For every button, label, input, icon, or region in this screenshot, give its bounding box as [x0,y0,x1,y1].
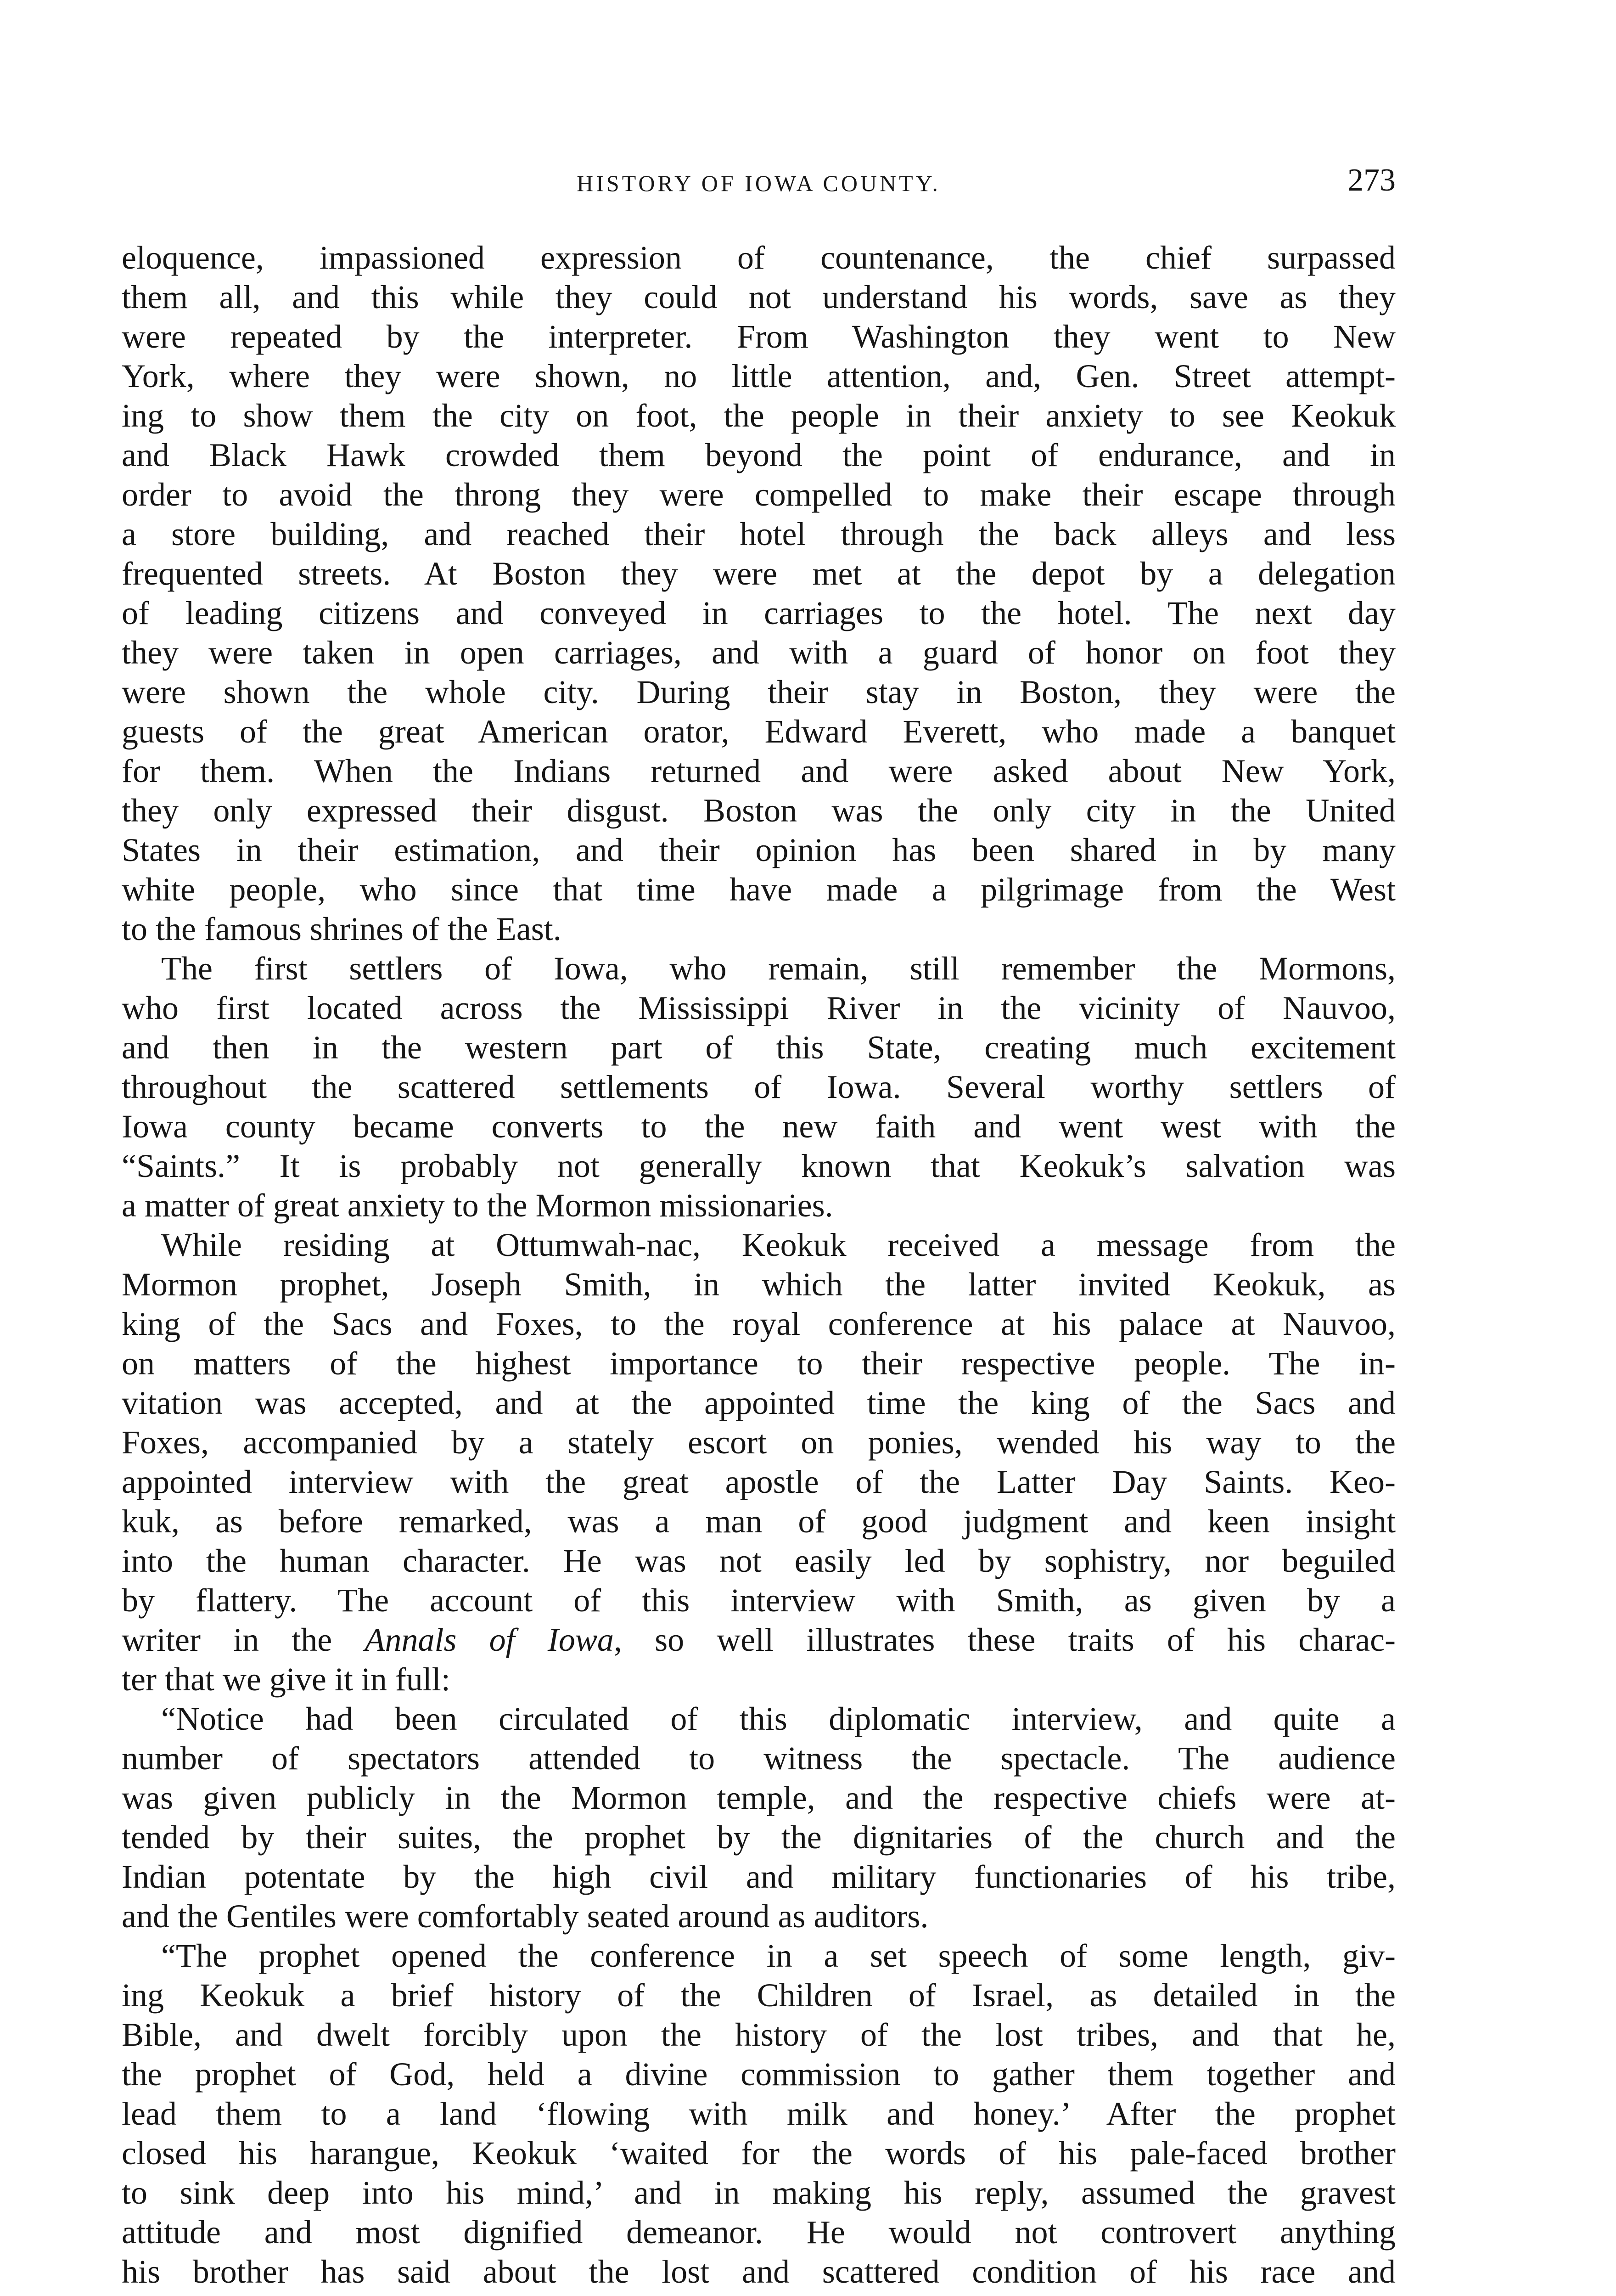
text-line: king of the Sacs and Foxes, to the royal conference at his palace at Nauvoo, [122,1306,1396,1342]
text-line: a matter of great anxiety to the Mormon missionaries. [122,1187,833,1224]
text-line: “Saints.” It is probably not generally known that Keokuk’s salvation was [122,1148,1396,1184]
text-line: a store building, and reached their hotel through the back alleys and less [122,516,1396,552]
text-line: the prophet of God, held a divine commission to gather them together and [122,2056,1396,2093]
text-line: vitation was accepted, and at the appointed time the king of the Sacs and [122,1384,1396,1421]
text-segment: so well illustrates these traits of his charac- [655,1621,1396,1658]
text-line: white people, who since that time have made a pilgrimage from the West [122,871,1396,908]
italic-citation: Annals of Iowa, [365,1621,622,1658]
text-line: Iowa county became converts to the new faith and went west with the [122,1108,1396,1145]
text-line: The first settlers of Iowa, who remain, still remember the Mormons, [161,950,1396,987]
text-line: and the Gentiles were comfortably seated around as auditors. [122,1898,929,1935]
text-line: and Black Hawk crowded them beyond the point of endurance, and in [122,437,1396,473]
body-text [122,238,1396,2291]
running-title: HISTORY OF IOWA COUNTY. [577,170,941,196]
text-line: eloquence, impassioned expression of countenance, the chief surpassed [122,239,1396,276]
text-line: lead them to a land ‘flowing with milk and honey.’ After the prophet [122,2095,1396,2132]
text-line: they were taken in open carriages, and with a guard of honor on foot they [122,634,1396,671]
text-line: was given publicly in the Mormon temple, and the respective chiefs were at- [122,1779,1396,1816]
text-line-with-citation [122,1620,1396,1660]
text-line: his brother has said about the lost and scattered condition of his race and [122,2253,1396,2290]
text-line: “The prophet opened the conference in a set speech of some length, giv- [161,1937,1396,1974]
text-line: for them. When the Indians returned and were asked about New York, [122,753,1396,789]
text-line: by flattery. The account of this interview with Smith, as given by a [122,1582,1396,1619]
text-line: to sink deep into his mind,’ and in making his reply, assumed the gravest [122,2174,1396,2211]
text-line: into the human character. He was not easily led by sophistry, nor beguiled [122,1542,1396,1579]
text-line: frequented streets. At Boston they were met at the depot by a delegation [122,555,1396,592]
page-number: 273 [1347,163,1396,198]
text-line: Indian potentate by the high civil and military functionaries of his tribe, [122,1858,1396,1895]
text-line: kuk, as before remarked, was a man of good judgment and keen insight [122,1503,1396,1540]
text-line: throughout the scattered settlements of Iowa. Several worthy settlers of [122,1069,1396,1105]
text-line: While residing at Ottumwah-nac, Keokuk received a message from the [161,1227,1396,1263]
text-line: number of spectators attended to witness the spectacle. The audience [122,1740,1396,1777]
running-head [122,162,1396,203]
text-line: appointed interview with the great apostle of the Latter Day Saints. Keo- [122,1463,1396,1500]
text-line: guests of the great American orator, Edward Everett, who made a banquet [122,713,1396,750]
text-line: were shown the whole city. During their stay in Boston, they were the [122,674,1396,710]
text-line: who first located across the Mississippi River in the vicinity of Nauvoo, [122,990,1396,1026]
text-line: on matters of the highest importance to their respective people. The in- [122,1345,1396,1382]
text-line: York, where they were shown, no little attention, and, Gen. Street attempt- [122,358,1396,394]
text-line: closed his harangue, Keokuk ‘waited for the words of his pale-faced brother [122,2135,1396,2172]
text-line: of leading citizens and conveyed in carriages to the hotel. The next day [122,595,1396,631]
text-line: tended by their suites, the prophet by the dignitaries of the church and the [122,1819,1396,1856]
text-segment: writer in the [122,1621,332,1658]
text-line: ing Keokuk a brief history of the Children of Israel, as detailed in the [122,1977,1396,2014]
text-line: Bible, and dwelt forcibly upon the history of the lost tribes, and that he, [122,2016,1396,2053]
text-line: ter that we give it in full: [122,1661,450,1698]
text-line: to the famous shrines of the East. [122,911,561,947]
text-line: they only expressed their disgust. Boston was the only city in the United [122,792,1396,829]
text-line: Foxes, accompanied by a stately escort on ponies, wended his way to the [122,1424,1396,1461]
text-line: ing to show them the city on foot, the people in their anxiety to see Keokuk [122,397,1396,434]
text-line: Mormon prophet, Joseph Smith, in which the latter invited Keokuk, as [122,1266,1396,1303]
text-line: and then in the western part of this State, creating much excitement [122,1029,1396,1066]
text-line: order to avoid the throng they were compelled to make their escape through [122,476,1396,513]
text-line: “Notice had been circulated of this diplomatic interview, and quite a [161,1700,1396,1737]
text-line: them all, and this while they could not understand his words, save as they [122,279,1396,315]
text-line: States in their estimation, and their opinion has been shared in by many [122,832,1396,868]
text-line: attitude and most dignified demeanor. He would not controvert anything [122,2214,1396,2251]
text-line: were repeated by the interpreter. From Washington they went to New [122,318,1396,355]
